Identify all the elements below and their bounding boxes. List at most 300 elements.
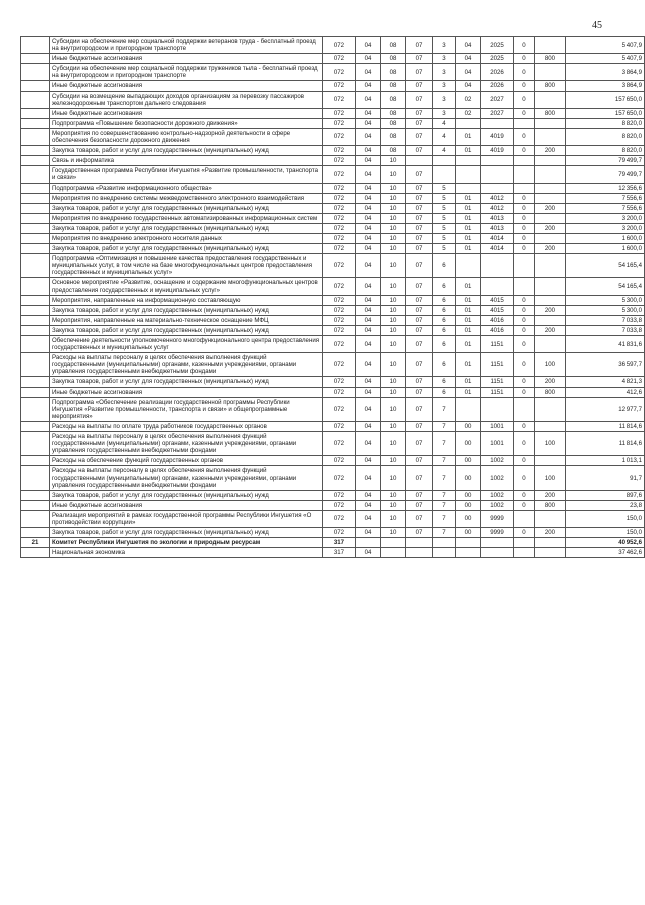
code-subprogram-cell: 3	[433, 81, 456, 91]
code-event-cell: 01	[456, 213, 481, 223]
amount-cell: 54 165,4	[566, 254, 645, 278]
code-program-cell: 07	[406, 397, 433, 421]
amount-cell: 36 597,7	[566, 353, 645, 377]
code-section-cell: 04	[356, 466, 381, 490]
code-program-cell: 07	[406, 432, 433, 456]
table-row	[21, 490, 645, 500]
code-ministry-cell: 072	[323, 325, 356, 335]
code-expense-type-cell: 200	[535, 377, 566, 387]
budget-table	[20, 36, 645, 558]
code-program-cell: 07	[406, 387, 433, 397]
code-section-cell: 04	[356, 548, 381, 558]
code-subsection-cell: 08	[381, 108, 406, 118]
row-number-cell: 21	[21, 538, 50, 548]
code-section-cell: 04	[356, 213, 381, 223]
code-digit-cell: 0	[514, 203, 535, 213]
code-direction-cell: 1151	[481, 377, 514, 387]
code-direction-cell: 4012	[481, 203, 514, 213]
row-number-cell	[21, 500, 50, 510]
code-program-cell: 07	[406, 305, 433, 315]
code-subsection-cell: 10	[381, 377, 406, 387]
code-ministry-cell: 072	[323, 295, 356, 305]
code-digit-cell: 0	[514, 500, 535, 510]
amount-cell: 12 356,6	[566, 183, 645, 193]
code-digit-cell: 0	[514, 295, 535, 305]
code-subprogram-cell: 5	[433, 203, 456, 213]
code-section-cell: 04	[356, 166, 381, 183]
code-direction-cell: 4015	[481, 295, 514, 305]
code-subsection-cell: 08	[381, 81, 406, 91]
code-direction-cell: 2027	[481, 108, 514, 118]
amount-cell: 7 033,8	[566, 315, 645, 325]
code-ministry-cell: 072	[323, 387, 356, 397]
code-ministry-cell: 072	[323, 108, 356, 118]
amount-cell: 1 600,0	[566, 233, 645, 243]
item-name-cell: Закупка товаров, работ и услуг для государственных (муниципальных) нужд	[50, 203, 323, 213]
code-subsection-cell: 08	[381, 54, 406, 64]
amount-cell: 7 033,8	[566, 325, 645, 335]
code-expense-type-cell	[535, 397, 566, 421]
code-program-cell: 07	[406, 37, 433, 54]
code-subsection-cell: 10	[381, 193, 406, 203]
item-name-cell: Расходы на обеспечение функций государственных органов	[50, 456, 323, 466]
code-program-cell: 07	[406, 377, 433, 387]
table-row	[21, 466, 645, 490]
code-event-cell: 02	[456, 108, 481, 118]
table-row	[21, 432, 645, 456]
amount-cell: 5 300,0	[566, 295, 645, 305]
item-name-cell: Субсидии на возмещение выпадающих доходов организациям за перевозку пассажиров железнодорожным транспортом дальнего следования	[50, 91, 323, 108]
code-section-cell: 04	[356, 254, 381, 278]
code-subprogram-cell: 5	[433, 244, 456, 254]
code-section-cell: 04	[356, 54, 381, 64]
code-direction-cell	[481, 118, 514, 128]
code-direction-cell: 1001	[481, 421, 514, 431]
code-program-cell: 07	[406, 233, 433, 243]
row-number-cell	[21, 193, 50, 203]
table-row	[21, 91, 645, 108]
item-name-cell: Закупка товаров, работ и услуг для государственных (муниципальных) нужд	[50, 305, 323, 315]
item-name-cell: Закупка товаров, работ и услуг для государственных (муниципальных) нужд	[50, 490, 323, 500]
code-subprogram-cell	[433, 156, 456, 166]
code-ministry-cell: 072	[323, 81, 356, 91]
code-ministry-cell: 072	[323, 183, 356, 193]
amount-cell: 5 407,9	[566, 54, 645, 64]
code-digit-cell: 0	[514, 81, 535, 91]
code-subsection-cell: 10	[381, 315, 406, 325]
code-subsection-cell: 08	[381, 118, 406, 128]
code-direction-cell: 9999	[481, 510, 514, 527]
amount-cell: 5 300,0	[566, 305, 645, 315]
code-section-cell: 04	[356, 315, 381, 325]
item-name-cell: Иные бюджетные ассигнования	[50, 387, 323, 397]
code-direction-cell	[481, 538, 514, 548]
code-digit-cell: 0	[514, 64, 535, 81]
amount-cell: 5 407,9	[566, 37, 645, 54]
code-subprogram-cell: 6	[433, 278, 456, 295]
code-event-cell	[456, 397, 481, 421]
code-ministry-cell: 072	[323, 377, 356, 387]
code-expense-type-cell	[535, 233, 566, 243]
table-row	[21, 377, 645, 387]
table-row	[21, 156, 645, 166]
item-name-cell: Мероприятия по внедрению государственных автоматизированных информационных систем	[50, 213, 323, 223]
code-subsection-cell: 10	[381, 183, 406, 193]
code-ministry-cell: 072	[323, 421, 356, 431]
item-name-cell: Расходы на выплаты персоналу в целях обеспечения выполнения функций государственными (муниципальными) органами, казенными учреждениями, органами управления государственными внебюджетными фондами	[50, 466, 323, 490]
code-expense-type-cell	[535, 166, 566, 183]
code-program-cell: 07	[406, 213, 433, 223]
code-subprogram-cell: 3	[433, 64, 456, 81]
code-program-cell: 07	[406, 528, 433, 538]
code-subprogram-cell: 6	[433, 325, 456, 335]
code-program-cell: 07	[406, 166, 433, 183]
table-row	[21, 223, 645, 233]
row-number-cell	[21, 108, 50, 118]
code-ministry-cell: 072	[323, 128, 356, 145]
code-event-cell: 02	[456, 91, 481, 108]
row-number-cell	[21, 456, 50, 466]
code-digit-cell	[514, 156, 535, 166]
row-number-cell	[21, 37, 50, 54]
table-row	[21, 118, 645, 128]
table-row	[21, 353, 645, 377]
code-subprogram-cell: 6	[433, 254, 456, 278]
row-number-cell	[21, 336, 50, 353]
amount-cell: 12 977,7	[566, 397, 645, 421]
amount-cell: 150,0	[566, 510, 645, 527]
code-digit-cell: 0	[514, 466, 535, 490]
code-event-cell: 00	[456, 510, 481, 527]
code-ministry-cell: 072	[323, 353, 356, 377]
code-ministry-cell: 072	[323, 315, 356, 325]
code-expense-type-cell	[535, 254, 566, 278]
code-subsection-cell: 10	[381, 254, 406, 278]
table-row	[21, 295, 645, 305]
amount-cell: 11 814,6	[566, 421, 645, 431]
code-direction-cell: 4013	[481, 213, 514, 223]
code-direction-cell: 1151	[481, 353, 514, 377]
code-event-cell	[456, 538, 481, 548]
code-event-cell: 04	[456, 81, 481, 91]
code-section-cell: 04	[356, 421, 381, 431]
code-direction-cell: 4016	[481, 325, 514, 335]
code-section-cell: 04	[356, 353, 381, 377]
amount-cell: 157 650,0	[566, 108, 645, 118]
table-row	[21, 233, 645, 243]
row-number-cell	[21, 325, 50, 335]
code-subprogram-cell	[433, 166, 456, 183]
code-ministry-cell: 072	[323, 510, 356, 527]
item-name-cell: Закупка товаров, работ и услуг для государственных (муниципальных) нужд	[50, 325, 323, 335]
table-row	[21, 166, 645, 183]
amount-cell: 79 499,7	[566, 166, 645, 183]
code-direction-cell: 4016	[481, 315, 514, 325]
item-name-cell: Закупка товаров, работ и услуг для государственных (муниципальных) нужд	[50, 146, 323, 156]
code-expense-type-cell: 200	[535, 305, 566, 315]
item-name-cell: Иные бюджетные ассигнования	[50, 500, 323, 510]
amount-cell: 41 831,6	[566, 336, 645, 353]
code-expense-type-cell: 200	[535, 146, 566, 156]
code-section-cell: 04	[356, 377, 381, 387]
code-direction-cell: 1002	[481, 500, 514, 510]
code-event-cell: 04	[456, 64, 481, 81]
code-event-cell: 01	[456, 223, 481, 233]
code-digit-cell: 0	[514, 91, 535, 108]
table-row	[21, 325, 645, 335]
amount-cell: 1 600,0	[566, 244, 645, 254]
code-program-cell: 07	[406, 183, 433, 193]
row-number-cell	[21, 128, 50, 145]
row-number-cell	[21, 432, 50, 456]
code-direction-cell: 1001	[481, 432, 514, 456]
table-row	[21, 387, 645, 397]
amount-cell: 91,7	[566, 466, 645, 490]
code-ministry-cell: 072	[323, 254, 356, 278]
code-direction-cell	[481, 397, 514, 421]
row-number-cell	[21, 254, 50, 278]
code-subsection-cell: 08	[381, 37, 406, 54]
code-digit-cell	[514, 548, 535, 558]
code-direction-cell	[481, 278, 514, 295]
code-section-cell: 04	[356, 325, 381, 335]
code-ministry-cell: 072	[323, 233, 356, 243]
code-event-cell: 01	[456, 278, 481, 295]
row-number-cell	[21, 510, 50, 527]
row-number-cell	[21, 421, 50, 431]
code-subsection-cell: 10	[381, 244, 406, 254]
code-digit-cell	[514, 397, 535, 421]
code-direction-cell: 4014	[481, 233, 514, 243]
row-number-cell	[21, 466, 50, 490]
code-digit-cell: 0	[514, 233, 535, 243]
code-subprogram-cell: 5	[433, 183, 456, 193]
code-digit-cell: 0	[514, 325, 535, 335]
row-number-cell	[21, 81, 50, 91]
code-digit-cell: 0	[514, 336, 535, 353]
code-ministry-cell: 072	[323, 466, 356, 490]
row-number-cell	[21, 548, 50, 558]
code-digit-cell	[514, 166, 535, 183]
code-digit-cell	[514, 278, 535, 295]
code-event-cell: 01	[456, 305, 481, 315]
table-row	[21, 244, 645, 254]
code-digit-cell	[514, 183, 535, 193]
code-subprogram-cell: 6	[433, 315, 456, 325]
row-number-cell	[21, 203, 50, 213]
code-program-cell: 07	[406, 278, 433, 295]
code-subprogram-cell: 6	[433, 387, 456, 397]
code-program-cell: 07	[406, 500, 433, 510]
code-expense-type-cell	[535, 213, 566, 223]
code-subsection-cell: 10	[381, 278, 406, 295]
table-row	[21, 81, 645, 91]
code-program-cell: 07	[406, 456, 433, 466]
code-event-cell: 00	[456, 466, 481, 490]
amount-cell: 150,0	[566, 528, 645, 538]
code-subsection-cell: 10	[381, 325, 406, 335]
code-subprogram-cell: 6	[433, 305, 456, 315]
table-row	[21, 37, 645, 54]
code-event-cell: 01	[456, 146, 481, 156]
code-section-cell: 04	[356, 490, 381, 500]
code-expense-type-cell	[535, 278, 566, 295]
code-subsection-cell: 10	[381, 305, 406, 315]
item-name-cell: Реализация мероприятий в рамках государственной программы Республики Ингушетия «О противодействии коррупции»	[50, 510, 323, 527]
item-name-cell: Иные бюджетные ассигнования	[50, 108, 323, 118]
code-expense-type-cell	[535, 538, 566, 548]
code-expense-type-cell	[535, 37, 566, 54]
code-subprogram-cell: 6	[433, 295, 456, 305]
row-number-cell	[21, 244, 50, 254]
row-number-cell	[21, 490, 50, 500]
code-section-cell: 04	[356, 118, 381, 128]
table-row	[21, 278, 645, 295]
code-digit-cell: 0	[514, 432, 535, 456]
code-section-cell: 04	[356, 128, 381, 145]
amount-cell: 8 820,0	[566, 146, 645, 156]
code-program-cell: 07	[406, 64, 433, 81]
code-event-cell	[456, 118, 481, 128]
code-ministry-cell: 317	[323, 548, 356, 558]
code-subsection-cell	[381, 548, 406, 558]
code-program-cell: 07	[406, 353, 433, 377]
table-row	[21, 510, 645, 527]
item-name-cell: Закупка товаров, работ и услуг для государственных (муниципальных) нужд	[50, 223, 323, 233]
code-section-cell: 04	[356, 91, 381, 108]
row-number-cell	[21, 353, 50, 377]
code-event-cell: 04	[456, 37, 481, 54]
code-program-cell: 07	[406, 203, 433, 213]
code-direction-cell	[481, 254, 514, 278]
code-ministry-cell: 072	[323, 146, 356, 156]
code-ministry-cell: 072	[323, 203, 356, 213]
code-expense-type-cell: 200	[535, 203, 566, 213]
item-name-cell: Подпрограмма «Развитие информационного общества»	[50, 183, 323, 193]
code-section-cell: 04	[356, 387, 381, 397]
code-section-cell: 04	[356, 183, 381, 193]
table-row	[21, 305, 645, 315]
code-ministry-cell: 072	[323, 54, 356, 64]
code-program-cell: 07	[406, 223, 433, 233]
code-section-cell: 04	[356, 37, 381, 54]
code-subprogram-cell: 7	[433, 528, 456, 538]
code-digit-cell: 0	[514, 387, 535, 397]
code-program-cell: 07	[406, 128, 433, 145]
code-program-cell	[406, 538, 433, 548]
table-row	[21, 54, 645, 64]
code-subsection-cell: 10	[381, 490, 406, 500]
code-program-cell: 07	[406, 325, 433, 335]
code-ministry-cell: 072	[323, 118, 356, 128]
code-subprogram-cell	[433, 548, 456, 558]
code-expense-type-cell: 100	[535, 432, 566, 456]
code-subprogram-cell: 5	[433, 233, 456, 243]
row-number-cell	[21, 213, 50, 223]
item-name-cell: Государственная программа Республики Ингушетия «Развитие промышленности, транспорта и связи»	[50, 166, 323, 183]
code-subprogram-cell: 5	[433, 213, 456, 223]
code-subprogram-cell	[433, 538, 456, 548]
row-number-cell	[21, 64, 50, 81]
code-subsection-cell: 10	[381, 223, 406, 233]
code-expense-type-cell	[535, 128, 566, 145]
item-name-cell: Мероприятия по внедрению системы межведомственного электронного взаимодействия	[50, 193, 323, 203]
code-direction-cell	[481, 156, 514, 166]
code-expense-type-cell	[535, 421, 566, 431]
code-ministry-cell: 072	[323, 500, 356, 510]
table-row	[21, 538, 645, 548]
code-program-cell: 07	[406, 295, 433, 305]
code-digit-cell	[514, 118, 535, 128]
code-subsection-cell: 10	[381, 387, 406, 397]
code-digit-cell: 0	[514, 108, 535, 118]
code-program-cell: 07	[406, 81, 433, 91]
row-number-cell	[21, 183, 50, 193]
code-program-cell: 07	[406, 336, 433, 353]
code-direction-cell: 4012	[481, 193, 514, 203]
item-name-cell: Основное мероприятие «Развитие, оснащение и содержание многофункциональных центров предоставления государственных и муниципальных услуг»	[50, 278, 323, 295]
code-ministry-cell: 072	[323, 166, 356, 183]
code-subprogram-cell: 7	[433, 466, 456, 490]
code-ministry-cell: 072	[323, 37, 356, 54]
table-row	[21, 128, 645, 145]
code-subsection-cell: 08	[381, 128, 406, 145]
row-number-cell	[21, 146, 50, 156]
code-digit-cell: 0	[514, 421, 535, 431]
code-program-cell: 07	[406, 193, 433, 203]
table-row	[21, 254, 645, 278]
amount-cell: 54 165,4	[566, 278, 645, 295]
amount-cell: 37 462,6	[566, 548, 645, 558]
amount-cell: 3 200,0	[566, 223, 645, 233]
code-digit-cell: 0	[514, 146, 535, 156]
code-subsection-cell: 10	[381, 166, 406, 183]
code-subprogram-cell: 3	[433, 54, 456, 64]
code-program-cell: 07	[406, 490, 433, 500]
code-direction-cell: 9999	[481, 528, 514, 538]
code-subsection-cell: 10	[381, 156, 406, 166]
code-expense-type-cell	[535, 193, 566, 203]
amount-cell: 79 499,7	[566, 156, 645, 166]
row-number-cell	[21, 528, 50, 538]
code-direction-cell: 1151	[481, 387, 514, 397]
table-row	[21, 500, 645, 510]
code-expense-type-cell	[535, 456, 566, 466]
code-event-cell: 01	[456, 377, 481, 387]
row-number-cell	[21, 387, 50, 397]
code-direction-cell: 4015	[481, 305, 514, 315]
code-program-cell: 07	[406, 315, 433, 325]
row-number-cell	[21, 397, 50, 421]
code-section-cell: 04	[356, 244, 381, 254]
code-ministry-cell: 072	[323, 278, 356, 295]
code-subprogram-cell: 6	[433, 377, 456, 387]
code-digit-cell: 0	[514, 244, 535, 254]
code-subprogram-cell: 7	[433, 510, 456, 527]
code-ministry-cell: 072	[323, 528, 356, 538]
code-subprogram-cell: 3	[433, 37, 456, 54]
code-expense-type-cell	[535, 510, 566, 527]
code-section-cell: 04	[356, 528, 381, 538]
item-name-cell: Закупка товаров, работ и услуг для государственных (муниципальных) нужд	[50, 377, 323, 387]
code-subprogram-cell: 6	[433, 353, 456, 377]
amount-cell: 8 820,0	[566, 118, 645, 128]
table-row	[21, 64, 645, 81]
code-section-cell: 04	[356, 193, 381, 203]
code-expense-type-cell: 100	[535, 466, 566, 490]
code-ministry-cell: 072	[323, 156, 356, 166]
code-digit-cell: 0	[514, 353, 535, 377]
